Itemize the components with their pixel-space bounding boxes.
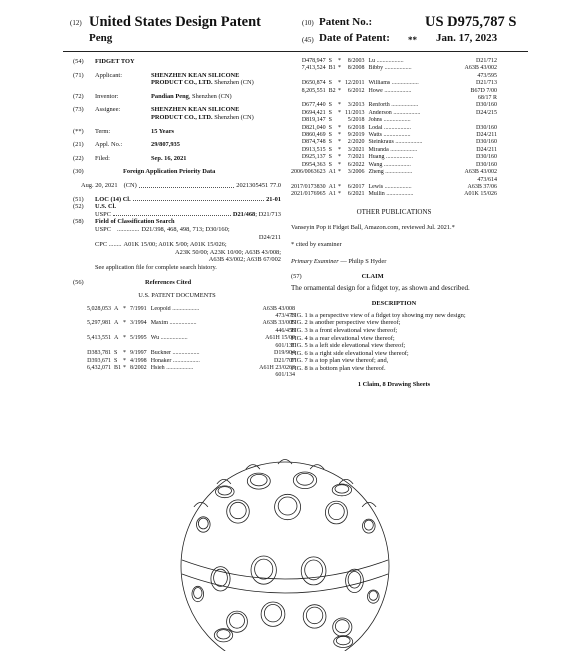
reference-name: Bibby ..................: [368, 65, 412, 72]
reference-kind: S: [328, 80, 333, 87]
primary-examiner: Primary Examiner — Philip S Hyder: [291, 257, 387, 265]
reference-star: *: [338, 87, 342, 94]
reference-date: 9/2019: [347, 132, 365, 139]
reference-cls: D21/713: [476, 80, 497, 87]
reference-star: *: [338, 124, 342, 131]
reference-kind: S: [328, 124, 333, 131]
reference-row: [291, 154, 497, 161]
header-code-45: (45): [302, 36, 314, 44]
bubble-inner: [348, 572, 361, 589]
patent-header: [62, 14, 528, 50]
reference-num: D650,874: [301, 80, 326, 87]
reference-num: D925,137: [301, 154, 326, 161]
figure-description: FIG. 7 is a top plan view thereof; and,: [291, 357, 389, 365]
reference-row: [291, 147, 497, 154]
bubble-inner: [336, 636, 350, 644]
reference-kind: S: [114, 350, 118, 357]
claim-heading: CLAIM: [361, 273, 384, 281]
bubble-inner: [264, 605, 281, 622]
date-of-patent-label: Date of Patent:: [319, 32, 390, 44]
figure-description: FIG. 5 is a left side elevational view thereof;: [291, 342, 406, 350]
reference-star: *: [123, 335, 127, 342]
reference-num: 5,297,981: [87, 320, 111, 327]
reference-star: *: [123, 305, 127, 312]
reference-num: D677,440: [301, 102, 326, 109]
figure-description: FIG. 4 is a rear elevational view thereof;: [291, 334, 395, 342]
figure-description: FIG. 6 is a right side elevational view thereof;: [291, 349, 409, 357]
reference-cls: D19/904: [274, 350, 295, 357]
reference-date: 8/2002: [130, 364, 147, 371]
reference-cls: A61H 15/00: [265, 335, 295, 342]
bubble-inner: [369, 591, 377, 600]
bubble-inner: [255, 559, 273, 579]
reference-date: 12/2011: [345, 80, 365, 87]
reference-row: [291, 125, 497, 132]
reference-name: Buckner ..................: [150, 350, 200, 357]
claim-text: The ornamental design for a fidget toy, as shown and described.: [291, 283, 470, 292]
reference-kind: S: [328, 161, 333, 168]
reference-name: Steinkraus ..................: [368, 139, 423, 146]
reference-star: *: [338, 132, 342, 139]
bubble-inner: [306, 607, 322, 624]
reference-kind: A: [114, 335, 119, 342]
bubble-inner: [218, 487, 231, 495]
reference-star: *: [123, 350, 127, 357]
reference-cls-continued: 601/134: [275, 372, 295, 379]
reference-star: *: [338, 169, 342, 176]
reference-date: 3/2013: [347, 102, 365, 109]
reference-row: [291, 132, 497, 139]
reference-date: 6/2017: [347, 183, 365, 190]
reference-cls: D30/160: [476, 161, 497, 168]
reference-kind: S: [328, 58, 333, 64]
field-56-references: (56) References Cited: [73, 279, 192, 287]
reference-kind: S: [328, 109, 333, 116]
reference-name: Anderson ..................: [368, 109, 421, 116]
reference-name: Miranda ..................: [368, 146, 418, 153]
reference-num: D393,671: [87, 357, 111, 364]
right-column: [291, 58, 497, 388]
field-30-foreign-priority: (30) Foreign Application Priority Data: [73, 168, 216, 176]
field-52-us-cl: (52) U.S. Cl. USPC D21/468 ; D21/713: [73, 203, 281, 218]
reference-num: D383,781: [87, 350, 111, 357]
reference-row: [291, 191, 497, 198]
reference-cls: D30/160: [476, 139, 497, 146]
bubble-inner: [335, 620, 349, 633]
reference-cls: A63B 33/005: [262, 320, 295, 327]
patent-number: US D975,787 S: [425, 14, 517, 30]
reference-cls: B67D 7/00: [470, 87, 497, 94]
reference-cls-continued: 601/131: [275, 342, 295, 349]
field-51-loc: (51) LOC (14) Cl. 21-01: [73, 195, 281, 203]
bubble-inner: [217, 630, 230, 639]
reference-row: [87, 306, 295, 313]
figure-list: [291, 312, 497, 373]
reference-kind: A1: [328, 169, 337, 176]
reference-kind: S: [328, 102, 333, 109]
reference-num: D874,748: [301, 139, 326, 146]
reference-star: *: [338, 58, 342, 64]
reference-row: [291, 102, 497, 109]
reference-row: [291, 88, 497, 95]
reference-name: Maxim ..................: [150, 320, 197, 327]
reference-num: 8,205,551: [301, 87, 326, 94]
reference-cls-continued: 446/458: [275, 327, 295, 334]
field-73-assignee: (73) Assignee: SHENZHEN KEAN SILICONE PRODUCT CO., LTD. Shenzhen (CN): [73, 106, 254, 121]
reference-kind: A: [114, 320, 119, 327]
bubble-inner: [297, 473, 314, 485]
bubble-inner: [230, 613, 245, 628]
reference-cls: [464, 117, 497, 124]
field-72-inventor: (72) Inventor: Pandian Peng , Shenzhen (CN): [73, 92, 232, 100]
cited-by-examiner: * cited by examiner: [291, 240, 342, 248]
bubble-inner: [278, 497, 297, 515]
field-71-applicant: (71) Applicant: SHENZHEN KEAN SILICONE PRODUCT CO., LTD. Shenzhen (CN): [73, 71, 254, 87]
reference-row: [291, 169, 497, 176]
reference-cls: D24/215: [476, 109, 497, 116]
reference-cls: A63B 43/008: [262, 305, 295, 312]
reference-name: Wu ..................: [150, 335, 188, 342]
field-term: (**) Term: 15 Years: [73, 127, 175, 135]
reference-date: 6/2018: [347, 124, 365, 131]
reference-name: Lu ..................: [368, 58, 404, 64]
reference-date: 7/2021: [347, 154, 365, 161]
reference-star: [338, 117, 345, 124]
reference-row: [291, 162, 497, 169]
reference-name: Huang ..................: [368, 154, 413, 161]
reference-row: [291, 139, 497, 146]
reference-row: [87, 320, 295, 327]
reference-date: 6/2021: [347, 191, 365, 198]
left-references-table: [87, 306, 295, 380]
reference-date: 6/2022: [347, 161, 365, 168]
reference-date: 7/1991: [130, 305, 147, 312]
description-heading: DESCRIPTION: [371, 300, 417, 308]
reference-star: *: [338, 191, 342, 198]
reference-date: 11/2013: [345, 109, 365, 116]
reference-kind: S: [328, 139, 333, 146]
reference-name: Williams ..................: [368, 80, 419, 87]
bubble-inner: [329, 503, 345, 519]
reference-num: D913,515: [301, 146, 326, 153]
reference-kind: A1: [328, 191, 337, 198]
reference-kind: B1: [114, 364, 122, 371]
claims-drawing-sheets: 1 Claim, 8 Drawing Sheets: [357, 380, 431, 388]
reference-num: D819,147: [301, 117, 326, 124]
reference-cls: D30/160: [476, 124, 497, 131]
reference-kind: S: [328, 132, 333, 139]
reference-name: Honaker ..................: [150, 357, 200, 364]
reference-star: *: [338, 139, 342, 146]
reference-num: D694,421: [301, 109, 326, 116]
bubble-inner: [335, 485, 349, 493]
reference-num: D860,469: [301, 132, 326, 139]
reference-cls: D21/707: [274, 357, 295, 364]
reference-row: [291, 80, 497, 87]
reference-name: Lodal ..................: [368, 124, 411, 131]
fidget-toy-drawing: [178, 448, 392, 651]
reference-cls-continued: 473/614: [477, 176, 497, 183]
reference-num: 2017/0173830: [291, 183, 326, 190]
figure-description: FIG. 3 is a front elevational view thereof;: [291, 326, 398, 334]
reference-kind: S: [328, 146, 333, 153]
reference-name: Hsieh ..................: [150, 364, 194, 371]
reference-cls: D30/160: [476, 154, 497, 161]
reference-cls: A63B 43/002: [464, 65, 497, 72]
reference-num: 5,028,053: [87, 305, 111, 312]
reference-date: 3/2006: [347, 169, 365, 176]
reference-num: 7,413,524: [301, 65, 326, 72]
reference-num: D478,947: [301, 58, 326, 64]
reference-kind: S: [328, 154, 333, 161]
reference-star: *: [338, 80, 342, 87]
reference-name: Renforth ..................: [368, 102, 419, 109]
reference-row: [87, 365, 295, 372]
reference-date: 8/2003: [347, 58, 365, 64]
header-rule: [63, 51, 528, 52]
reference-name: Johns ..................: [368, 117, 411, 124]
reference-kind: S: [328, 117, 333, 124]
header-code-10: (10): [302, 19, 314, 27]
reference-date: 6/2012: [347, 87, 365, 94]
reference-cls-continued: 473/473: [275, 313, 295, 320]
reference-row: [291, 184, 497, 191]
reference-num: 6,432,071: [87, 364, 111, 371]
header-code-12: (12): [70, 19, 82, 27]
reference-date: 5/1995: [130, 335, 147, 342]
bubble-inner: [194, 588, 202, 599]
reference-cls: A63B 43/002: [464, 169, 497, 176]
other-publications-heading: OTHER PUBLICATIONS: [356, 207, 432, 216]
reference-name: Watts ..................: [368, 132, 411, 139]
reference-kind: A1: [328, 183, 337, 190]
reference-star: *: [338, 102, 342, 109]
reference-star: *: [338, 146, 342, 153]
reference-date: 2/2020: [347, 139, 365, 146]
patent-date: Jan. 17, 2023: [436, 32, 498, 44]
patent-number-label: Patent No.:: [319, 16, 373, 28]
reference-name: Howe ..................: [368, 87, 412, 94]
reference-star: *: [338, 161, 342, 168]
reference-date: 5/2018: [347, 117, 365, 124]
reference-kind: A: [114, 305, 119, 312]
reference-star: *: [338, 183, 342, 190]
reference-name: Mullin ..................: [368, 191, 414, 198]
reference-name: Leopold ..................: [150, 305, 200, 312]
reference-cls: A63B 37/06: [467, 183, 497, 190]
reference-star: *: [338, 109, 342, 116]
reference-row: [291, 65, 497, 72]
reference-date: 8/2008: [347, 65, 365, 72]
reference-cls-continued: 473/595: [477, 72, 497, 79]
reference-name: Wang ..................: [368, 161, 411, 168]
reference-row: [291, 117, 497, 124]
reference-cls-continued: 68/17 R: [477, 95, 497, 102]
reference-row: [87, 358, 295, 365]
sphere-outline: [181, 462, 389, 651]
reference-num: 2006/0063623: [291, 169, 326, 176]
bubble-inner: [251, 474, 268, 485]
reference-date: 3/1994: [130, 320, 147, 327]
reference-star: *: [338, 154, 342, 161]
bubble-inner: [364, 520, 373, 530]
reference-kind: S: [114, 357, 118, 364]
figure-description: FIG. 2 is another perspective view thereof;: [291, 319, 401, 327]
reference-star: *: [123, 364, 127, 371]
patent-type-title: United States Design Patent: [89, 14, 261, 30]
bubble-inner: [305, 560, 323, 580]
reference-cls: D24/211: [476, 146, 497, 153]
reference-num: 2021/0176965: [291, 191, 326, 198]
reference-row: [87, 350, 295, 357]
reference-num: D821,040: [301, 124, 326, 131]
field-58-classification-search: (58) Field of Classification Search USPC .............. D21/398, 468, 498, 713; D30/160; D24/211 CPC ........ A01K 15/00; A01K 5/00; A01K 15/026; A23K 50/00; A23K 10/00; A63B 43/008; A63B 43/002; A63B 67/002 See application file for complete search history.: [73, 218, 281, 271]
other-publication: Vanseyin Pop it Fidget Ball, Amazon.com, reviewed Jul. 2021.*: [291, 224, 455, 232]
reference-cls: A01K 15/026: [464, 191, 497, 198]
reference-star: *: [338, 65, 342, 72]
reference-cls: D21/712: [476, 58, 497, 64]
field-22-filed: (22) Filed: Sep. 16, 2021: [73, 154, 187, 162]
reference-date: 3/2021: [347, 146, 365, 153]
claim-heading-row: (57) CLAIM: [291, 273, 384, 281]
reference-name: Lewis ..................: [368, 183, 412, 190]
reference-num: 5,413,551: [87, 335, 111, 342]
equator-line-lower: [182, 574, 388, 593]
reference-num: D954,363: [301, 161, 326, 168]
bubble-inner: [198, 518, 208, 529]
bubble-inner: [230, 502, 246, 518]
figure-description: FIG. 1 is a perspective view of a fidget toy showing my new design;: [291, 311, 466, 319]
left-column: [73, 58, 295, 380]
reference-row: [291, 58, 497, 65]
reference-kind: B1: [328, 65, 336, 72]
patent-title: FIDGET TOY: [95, 58, 135, 65]
field-21-appl-no: (21) Appl. No.: 29/807,935: [73, 141, 180, 149]
date-marks: **: [408, 35, 417, 45]
reference-star: *: [123, 320, 127, 327]
reference-date: 9/1997: [130, 350, 147, 357]
right-references-table: [291, 58, 497, 199]
field-54: (54) FIDGET TOY: [73, 58, 135, 65]
us-patent-documents-heading: U.S. PATENT DOCUMENTS: [138, 292, 216, 300]
priority-entry: Aug. 20, 2021 (CN) 2021305451 77.0: [81, 181, 281, 189]
reference-date: 4/1998: [130, 357, 147, 364]
reference-cls: A61H 23/0263: [259, 364, 295, 371]
reference-star: *: [123, 357, 127, 364]
reference-cls: D30/160: [476, 102, 497, 109]
reference-kind: B2: [328, 87, 336, 94]
reference-row: [87, 335, 295, 342]
figure-description: FIG. 8 is a bottom plan view thereof.: [291, 364, 386, 372]
reference-cls: D24/211: [476, 132, 497, 139]
inventor-short-name: Peng: [89, 32, 113, 44]
reference-row: [291, 110, 497, 117]
reference-name: Zheng ..................: [368, 169, 413, 176]
